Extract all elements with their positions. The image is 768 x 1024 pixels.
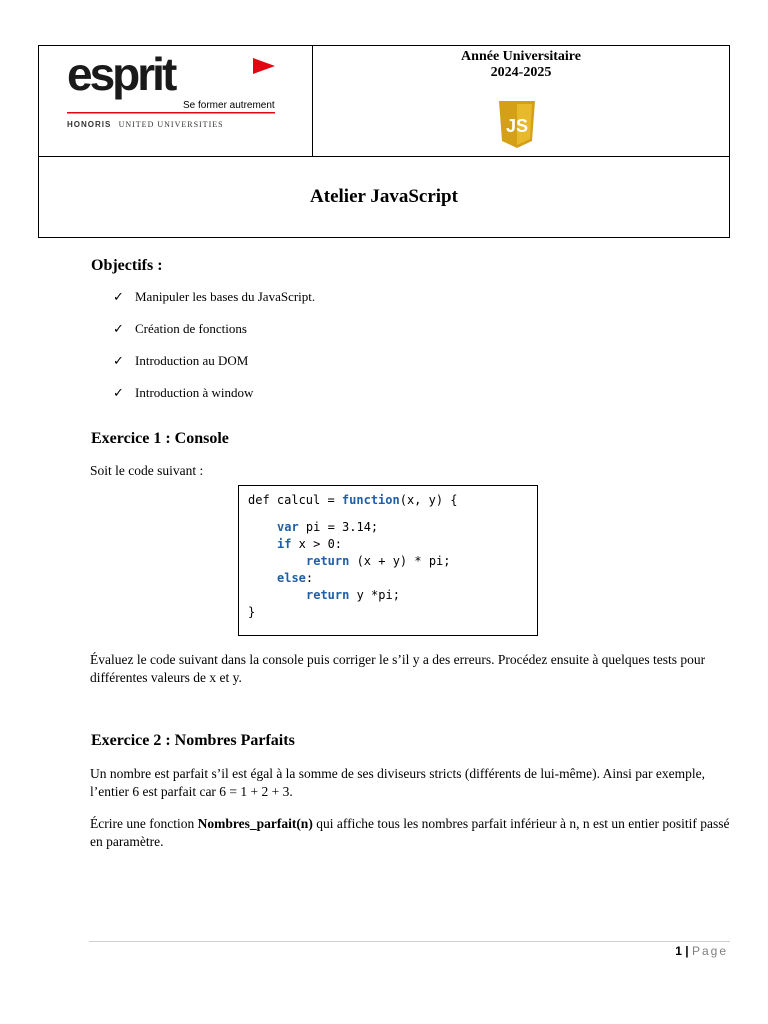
objective-item: ✓ Introduction à window [113,385,254,400]
code-line: var pi = 3.14; [277,520,379,534]
check-icon: ✓ [113,289,124,304]
exercise2-heading: Exercice 2 : Nombres Parfaits [91,732,295,749]
check-icon: ✓ [113,385,124,400]
footer-rule [89,941,730,942]
js-badge-text: JS [505,116,529,136]
objectives-heading: Objectifs : [91,257,163,274]
year-cell [313,46,729,157]
objective-item: ✓ Manipuler les bases du JavaScript. [113,289,316,304]
javascript-shield-icon [499,101,535,148]
footer-separator: | [685,944,689,958]
logo-affiliation-bold: HONORIS [67,120,112,129]
logo-rule [67,112,275,114]
page-number: 1 [675,944,682,958]
check-icon: ✓ [113,353,124,368]
logo-wordmark: esprit [67,50,175,100]
header-table [38,45,730,238]
academic-year-value: 2024-2025 [490,65,552,80]
code-block [238,485,538,636]
code-line: return (x + y) * pi; [306,554,451,568]
logo-tagline: Se former autrement [183,100,275,111]
exercise1-intro: Soit le code suivant : [90,463,204,478]
academic-year-label: Année Universitaire [461,49,581,64]
svg-text:HONORIS UNITED UNIVERS [67,120,224,129]
logo-cell [39,46,313,157]
code-line: } [248,605,256,619]
code-line: if x > 0: [277,537,343,551]
page-footer [675,944,728,958]
check-icon: ✓ [113,321,124,336]
exercise2-task: Écrire une fonction Nombres_parfait(n) qui affiche tous les nombres parfait inférieur à n, n est un entier positif passé en paramètre. [90,816,730,849]
function-name: Nombres_parfait(n) [197,816,313,831]
objective-item: ✓ Introduction au DOM [113,353,249,368]
code-line: return y *pi; [306,588,400,602]
document-title: Atelier JavaScript [310,186,458,207]
exercise2-definition: Un nombre est parfait s’il est égal à la somme de ses diviseurs stricts (différents de lui-même). Ainsi par exemple, l’entier 6 est parfait car 6 = 1 + 2 + 3. [90,766,705,799]
code-line: def calcul = function(x, y) { [248,493,458,507]
objective-item: ✓ Création de fonctions [113,321,247,336]
code-line: else: [277,571,314,585]
exercise1-instruction: Évaluez le code suivant dans la console puis corriger le s’il y a des erreurs. Procédez ensuite à quelques tests pour différentes valeurs de x et y. [90,652,706,685]
logo-affiliation-rest: UNITED UNIVERSITIES [118,120,224,129]
exercise1-heading: Exercice 1 : Console [91,430,229,447]
page-label: Page [691,944,728,958]
esprit-logo [65,50,285,130]
logo-flag [253,58,275,74]
